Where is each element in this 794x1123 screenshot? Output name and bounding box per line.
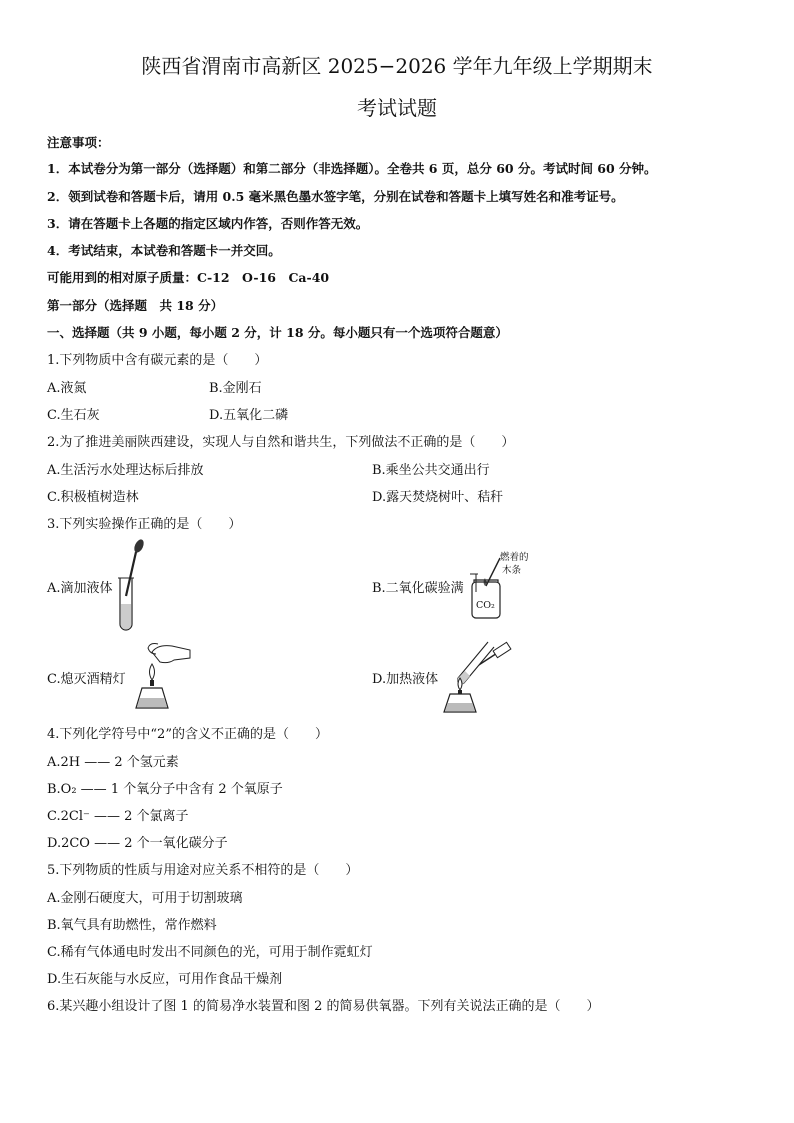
q4-option-c: C.2Cl⁻ —— 2 个氯离子 — [47, 809, 189, 824]
q2-option-d: D.露天焚烧树叶、秸秆 — [372, 490, 504, 505]
exam-title-line1: 陕西省渭南市高新区 2025−2026 学年九年级上学期期末 — [141, 54, 653, 78]
q1-option-c: C.生石灰 — [47, 408, 100, 423]
exam-title-line2: 考试试题 — [357, 96, 437, 120]
q2-option-b: B.乘坐公共交通出行 — [372, 463, 490, 478]
q3-option-a: A.滴加液体 — [47, 581, 113, 596]
q1-option-b: B.金刚石 — [209, 381, 262, 396]
q5-option-b: B.氧气具有助燃性，常作燃料 — [47, 918, 217, 933]
q3-option-d: D.加热液体 — [372, 672, 439, 687]
q1-option-a: A.液氮 — [47, 381, 87, 396]
part1-heading: 第一部分（选择题 共 18 分） — [47, 298, 224, 313]
burning-stick-label-2: 木条 — [502, 565, 522, 576]
q4-option-d: D.2CO —— 2 个一氧化碳分子 — [47, 836, 228, 851]
q2-option-c: C.积极植树造林 — [47, 490, 139, 505]
notice-item-2: 2．领到试卷和答题卡后，请用 0.5 毫米黑色墨水签字笔，分别在试卷和答题卡上填写姓名和准考证号。 — [47, 189, 624, 204]
notice-item-3: 3．请在答题卡上各题的指定区域内作答，否则作答无效。 — [47, 216, 369, 231]
burning-stick-label-1: 燃着的 — [500, 552, 529, 563]
q5-option-c: C.稀有气体通电时发出不同颜色的光，可用于制作霓虹灯 — [47, 945, 373, 960]
q5-stem: 5.下列物质的性质与用途对应关系不相符的是（ ） — [47, 863, 359, 878]
q2-option-a: A.生活污水处理达标后排放 — [47, 463, 204, 478]
heating-liquid-figure — [438, 632, 514, 714]
q1-option-d: D.五氧化二磷 — [209, 408, 289, 423]
q6-stem: 6.某兴趣小组设计了图 1 的简易净水装置和图 2 的简易供氧器。下列有关说法正确的是（ ） — [47, 999, 600, 1014]
q3-option-c: C.熄灭酒精灯 — [47, 672, 126, 687]
alcohol-lamp-blow-figure — [132, 638, 194, 713]
q2-stem: 2.为了推进美丽陕西建设，实现人与自然和谐共生，下列做法不正确的是（ ） — [47, 435, 515, 450]
q4-option-a: A.2H —— 2 个氢元素 — [47, 755, 179, 770]
q3-stem: 3.下列实验操作正确的是（ ） — [47, 517, 242, 532]
co2-bottle-figure — [464, 552, 514, 622]
co2-label: CO₂ — [476, 600, 495, 611]
q4-stem: 4.下列化学符号中“2”的含义不正确的是（ ） — [47, 727, 328, 742]
atomic-mass-line: 可能用到的相对原子质量：C-12 O-16 Ca-40 — [47, 270, 330, 285]
q4-option-b: B.O₂ —— 1 个氧分子中含有 2 个氧原子 — [47, 782, 283, 797]
notice-item-1: 1．本试卷分为第一部分（选择题）和第二部分（非选择题）。全卷共 6 页，总分 60 分。考试时间 60 分钟。 — [47, 161, 657, 176]
q5-option-a: A.金刚石硬度大，可用于切割玻璃 — [47, 891, 243, 906]
notice-item-4: 4．考试结束，本试卷和答题卡一并交回。 — [47, 243, 281, 258]
section-heading: 一、选择题（共 9 小题，每小题 2 分，计 18 分。每小题只有一个选项符合题意） — [47, 325, 508, 340]
q1-stem: 1.下列物质中含有碳元素的是（ ） — [47, 353, 268, 368]
dropper-testtube-figure — [112, 538, 152, 633]
q3-option-b: B.二氧化碳验满 — [372, 581, 464, 596]
q5-option-d: D.生石灰能与水反应，可用作食品干燥剂 — [47, 972, 283, 987]
notice-heading: 注意事项： — [47, 135, 110, 150]
